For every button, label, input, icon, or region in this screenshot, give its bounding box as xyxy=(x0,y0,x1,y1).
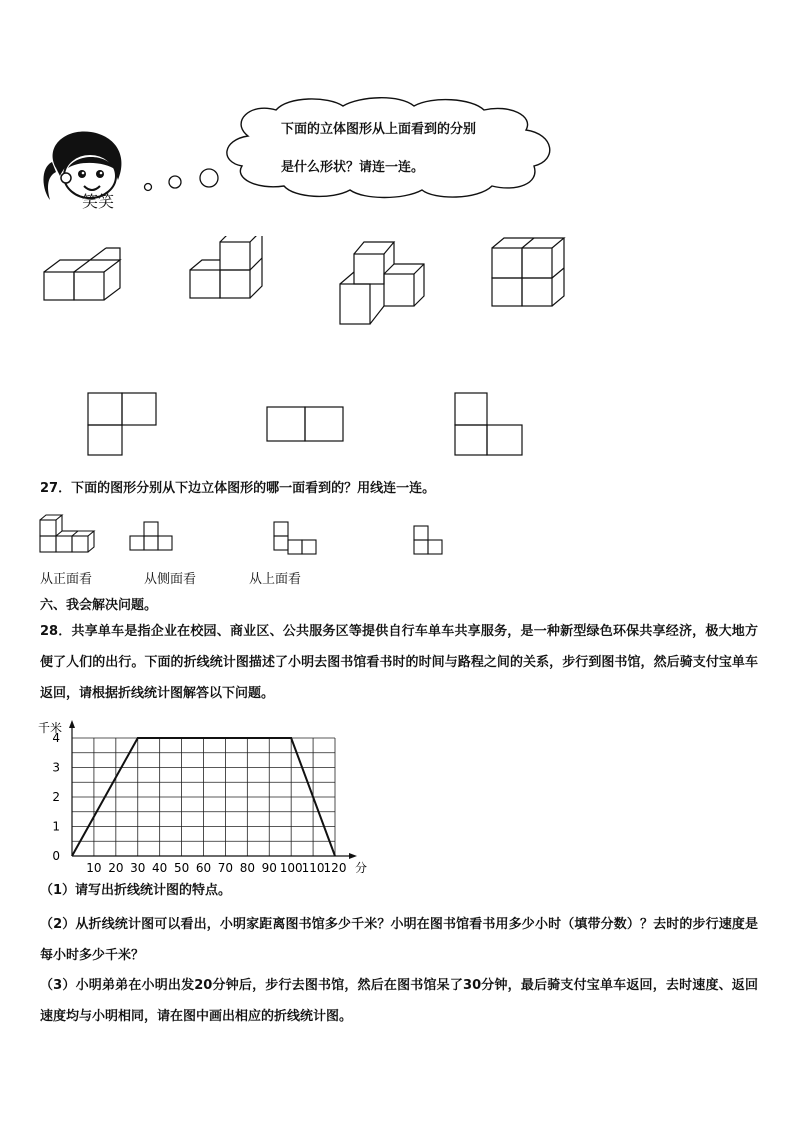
y-tick-label: 1 xyxy=(52,819,60,834)
q28-sub-1: （1）请写出折线统计图的特点。 xyxy=(40,883,232,898)
y-axis-arrow xyxy=(69,720,75,728)
solid-2 xyxy=(190,236,262,298)
bubble-line-1: 下面的立体图形从上面看到的分别 xyxy=(281,122,477,137)
q27-view-3 xyxy=(414,526,442,554)
q27-label-top: 从上面看 xyxy=(249,572,302,587)
view-shape-1 xyxy=(88,393,156,455)
q27-solid xyxy=(40,515,94,552)
y-tick-label: 3 xyxy=(52,760,60,775)
y-tick-label: 0 xyxy=(52,849,60,863)
view-shape-3 xyxy=(455,393,522,455)
x-tick-label: 110 xyxy=(301,861,325,875)
q27-figures xyxy=(38,512,458,558)
section-6-heading: 六、我会解决问题。 xyxy=(40,598,158,613)
q27-text: 27．下面的图形分别从下边立体图形的哪一面看到的？用线连一连。 xyxy=(40,481,436,496)
chart-axes xyxy=(69,720,357,859)
y-tick-label: 4 xyxy=(52,731,60,745)
x-tick-label: 50 xyxy=(173,861,190,875)
q27-label-front: 从正面看 xyxy=(40,572,93,587)
x-tick-label: 60 xyxy=(195,861,212,875)
bubble-line-2: 是什么形状？请连一连。 xyxy=(281,160,425,175)
girl-caption: 笑笑 xyxy=(82,192,115,211)
q27-label-side: 从侧面看 xyxy=(144,572,197,587)
chart-y-label: 千米 xyxy=(38,721,63,735)
chart-grid xyxy=(72,738,335,856)
x-tick-label: 70 xyxy=(217,861,234,875)
q28-sub-2: （2）从折线统计图可以看出，小明家距离图书馆多少千米？小明在图书馆看书用多少小时（填带分数）？去时的步行速度是每小时多少千米？ xyxy=(40,917,758,963)
distance-time-line-chart xyxy=(36,714,376,880)
thought-bubble xyxy=(138,96,588,206)
q27-view-2 xyxy=(274,522,316,554)
x-tick-label: 40 xyxy=(152,861,168,875)
x-tick-label: 100 xyxy=(279,861,303,875)
solid-figures xyxy=(40,236,580,326)
q28-text: 28．共享单车是指企业在校园、商业区、公共服务区等提供自行车单车共享服务，是一种新型绿色环保共享经济，极大地方便了人们的出行。下面的折线统计图描述了小明去图书馆看书时的时间与路程之间的关系，步行到图书馆，然后骑支付宝单车返回，请根据折线统计图解答以下问题。 xyxy=(40,624,758,701)
x-tick-label: 120 xyxy=(323,861,347,875)
q27-view-1 xyxy=(130,522,172,550)
solid-4 xyxy=(492,238,564,306)
top-view-shapes xyxy=(86,390,536,460)
chart-x-label: 分 xyxy=(355,861,368,875)
x-tick-label: 10 xyxy=(86,861,102,875)
solid-3 xyxy=(340,242,424,324)
view-shape-2 xyxy=(267,407,343,441)
x-tick-label: 20 xyxy=(108,861,124,875)
x-tick-label: 90 xyxy=(261,861,277,875)
x-tick-label: 80 xyxy=(239,861,255,875)
x-tick-label: 30 xyxy=(130,861,146,875)
solid-1 xyxy=(44,248,120,300)
q28-sub-3: （3）小明弟弟在小明出发20分钟后，步行去图书馆，然后在图书馆呆了30分钟，最后骑支付宝单车返回，去时速度、返回速度均与小明相同，请在图中画出相应的折线统计图。 xyxy=(40,978,758,1024)
y-tick-label: 2 xyxy=(52,790,60,804)
x-axis-arrow xyxy=(349,853,357,859)
